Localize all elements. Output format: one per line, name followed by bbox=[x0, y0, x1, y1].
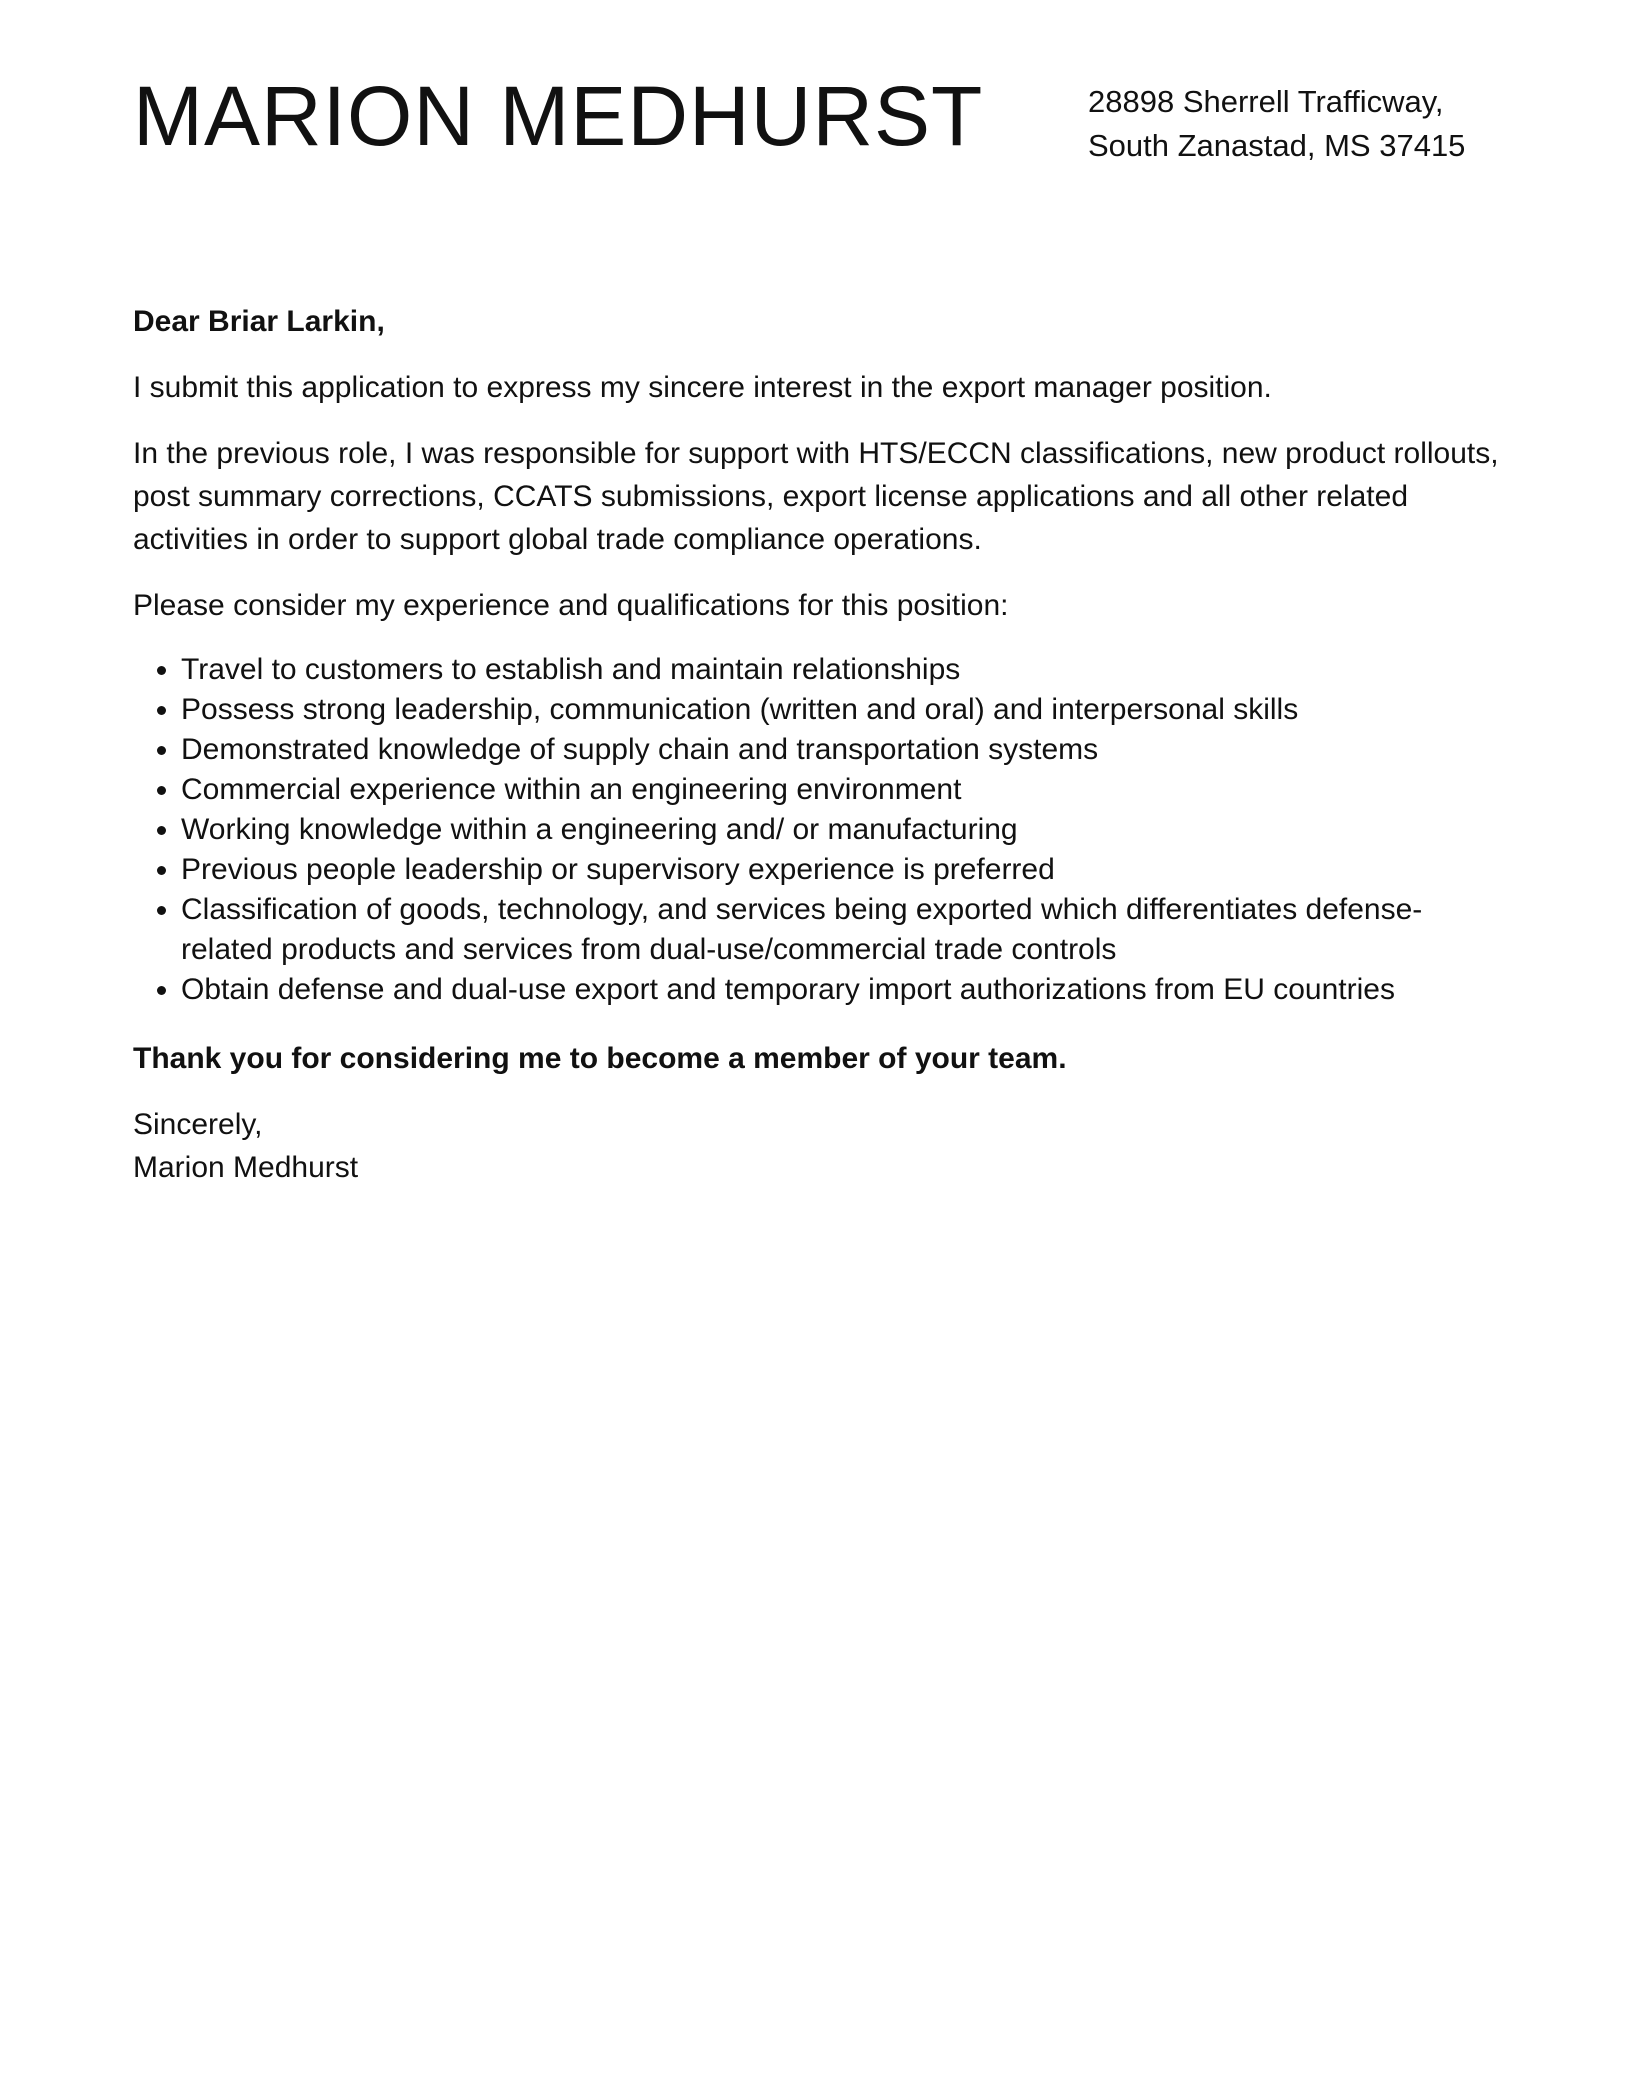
applicant-address bbox=[1088, 80, 1465, 168]
closing-line: Thank you for considering me to become a member of your team. bbox=[133, 1042, 1067, 1075]
list-item: • Demonstrated knowledge of supply chain and transportation systems bbox=[181, 730, 1508, 770]
signoff-text: Sincerely, bbox=[133, 1108, 263, 1141]
list-item: • Commercial experience within an engineering environment bbox=[181, 770, 1508, 810]
applicant-name: MARION MEDHURST bbox=[133, 69, 984, 163]
signoff bbox=[133, 1103, 1508, 1189]
list-item: • Classification of goods, technology, and services being exported which differentiates defense-related products and services from dual-use/commercial trade controls bbox=[181, 890, 1508, 970]
address-line-2: South Zanastad, MS 37415 bbox=[1088, 128, 1466, 163]
list-item: • Possess strong leadership, communication (written and oral) and interpersonal skills bbox=[181, 690, 1508, 730]
intro-paragraph: I submit this application to express my sincere interest in the export manager position. bbox=[133, 371, 1272, 404]
list-item: • Working knowledge within a engineering and/ or manufacturing bbox=[181, 810, 1508, 850]
letter-body bbox=[133, 300, 1508, 1189]
list-item: • Previous people leadership or supervisory experience is preferred bbox=[181, 850, 1508, 890]
experience-paragraph: In the previous role, I was responsible for support with HTS/ECCN classifications, new product rollouts, post summary corrections, CCATS submissions, export license applications and all other related activities in order to support global trade compliance operations. bbox=[133, 437, 1499, 556]
list-item: • Obtain defense and dual-use export and temporary import authorizations from EU countries bbox=[181, 970, 1508, 1010]
greeting: Dear Briar Larkin, bbox=[133, 305, 385, 338]
qualifications-list bbox=[133, 650, 1508, 1010]
qualifications-intro: Please consider my experience and qualifications for this position: bbox=[133, 589, 1009, 622]
list-item: • Travel to customers to establish and maintain relationships bbox=[181, 650, 1508, 690]
address-line-1: 28898 Sherrell Trafficway, bbox=[1088, 84, 1444, 119]
signature-name: Marion Medhurst bbox=[133, 1151, 359, 1184]
